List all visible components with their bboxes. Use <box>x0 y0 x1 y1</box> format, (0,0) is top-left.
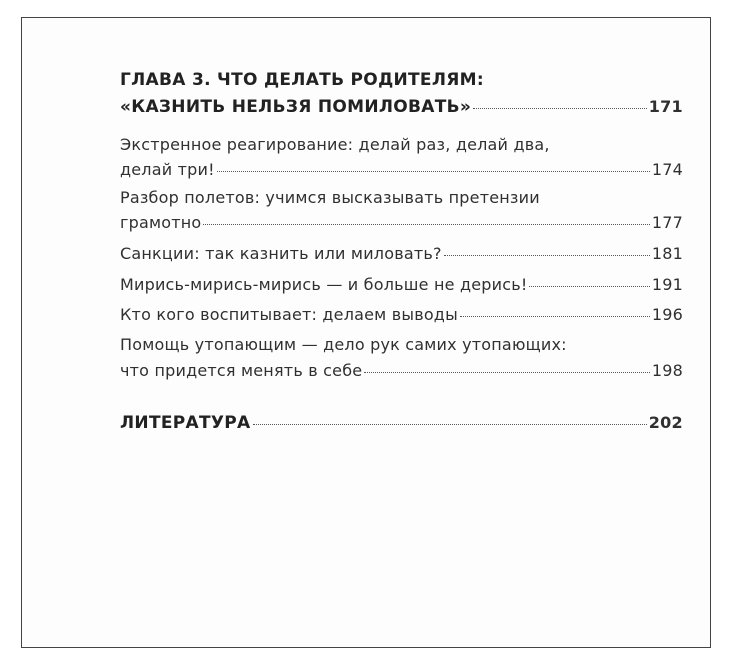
toc-entry-text: Мирись-мирись-мирись — и больше не дерись! <box>120 275 528 294</box>
toc-entry-text: Кто кого воспитывает: делаем выводы <box>120 305 458 324</box>
toc-entry-text: делай три! <box>120 160 215 179</box>
dot-leader <box>473 108 646 109</box>
toc-entry-line[interactable] <box>120 213 683 232</box>
toc-entry-text: что придется менять в себе <box>120 361 363 380</box>
toc-entry-line[interactable] <box>120 244 683 263</box>
literature-entry[interactable] <box>120 413 683 433</box>
toc-entry-text: Разбор полетов: учимся высказывать претензии <box>120 188 540 207</box>
dot-leader <box>444 255 650 256</box>
page-number: 177 <box>651 213 683 232</box>
toc-entry-line <box>120 335 683 354</box>
chapter-title-line1 <box>120 70 683 90</box>
chapter-title-line2[interactable] <box>120 97 683 117</box>
dot-leader <box>217 171 650 172</box>
dot-leader <box>364 372 650 373</box>
dot-leader <box>253 424 647 425</box>
dot-leader <box>460 316 650 317</box>
page-number: 171 <box>648 97 683 116</box>
toc-entry-line[interactable] <box>120 305 683 324</box>
page-number: 202 <box>648 413 683 432</box>
toc-entry-text: Экстренное реагирование: делай раз, делай два, <box>120 135 550 154</box>
toc-entry-text: грамотно <box>120 213 202 232</box>
toc-entry-line <box>120 135 683 154</box>
page-number: 191 <box>651 275 683 294</box>
page-number: 198 <box>651 361 683 380</box>
toc-entry-text: Помощь утопающим — дело рук самих утопающих: <box>120 335 567 354</box>
toc-entry-line[interactable] <box>120 361 683 380</box>
page-number: 196 <box>651 305 683 324</box>
toc-entry-line[interactable] <box>120 160 683 179</box>
literature-title: ЛИТЕРАТУРА <box>120 413 251 433</box>
chapter-title-text-2: «КАЗНИТЬ НЕЛЬЗЯ ПОМИЛОВАТЬ» <box>120 97 472 117</box>
page-number: 174 <box>651 160 683 179</box>
dot-leader <box>203 224 649 225</box>
toc-entry-line <box>120 188 683 207</box>
toc-entry-line[interactable] <box>120 275 683 294</box>
toc-entry-text: Санкции: так казнить или миловать? <box>120 244 442 263</box>
dot-leader <box>529 286 649 287</box>
page-number: 181 <box>651 244 683 263</box>
chapter-title-text-1: ГЛАВА 3. ЧТО ДЕЛАТЬ РОДИТЕЛЯМ: <box>120 70 484 90</box>
